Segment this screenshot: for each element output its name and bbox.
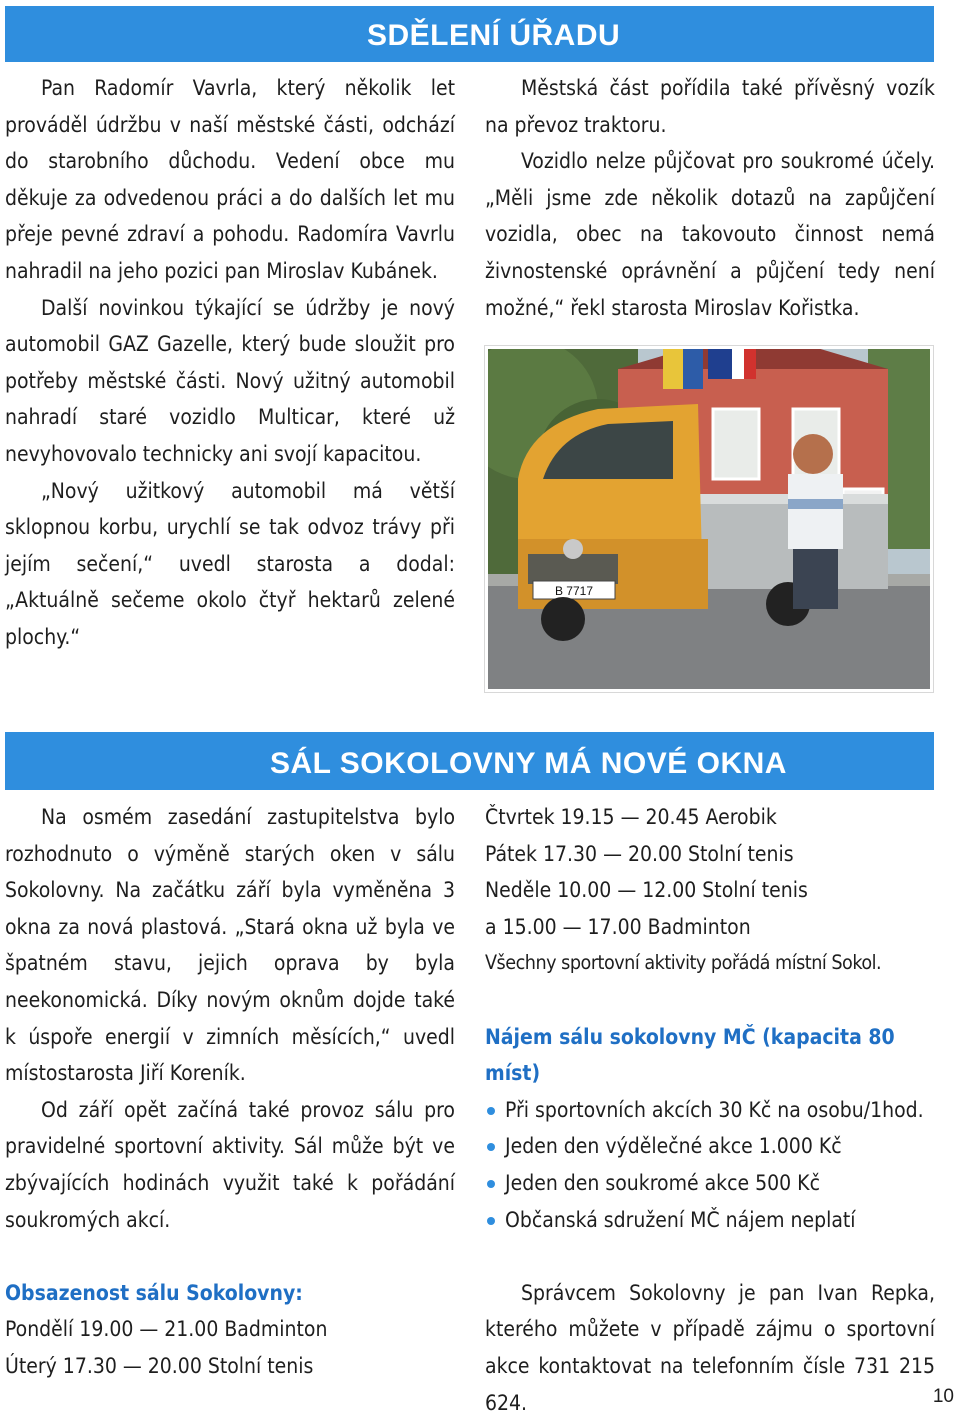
article-paragraph: „Nový užitkový automobil má větší sklopnou korbu, urychlí se tak odvoz trávy při jejím sečení,“ uvedl starosta a dodal: „Aktuálně sečeme okolo čtyř hektarů zelené plochy.“: [5, 478, 455, 649]
section-banner-sdeleni-uradu: [5, 6, 934, 62]
schedule-item: Úterý 17.30 — 20.00 Stolní tenis: [5, 1353, 314, 1378]
contact-paragraph: Správcem Sokolovny je pan Ivan Repka, kterého můžete v případě zájmu o sportovní akce kontaktovat na telefonním čísle 731 215 624.: [485, 1280, 935, 1415]
section-banner-sal-sokolovny: [5, 732, 934, 790]
sokolovna-right-column: [485, 799, 935, 1421]
occupancy-heading: Obsazenost sálu Sokolovny:: [5, 1280, 303, 1305]
article-paragraph: Na osmém zasedání zastupitelstva bylo rozhodnuto o výměně starých oken v sálu Sokolovny. Na začátku září byla vyměněna 3 okna za nová plastová. „Stará okna už byla ve špatném stavu, jejich oprava by byla neekonomická. Díky novým oknům dojde také k úspoře energií v zimních měsících,“ uvedl místostarosta Jiří Koreník.: [5, 805, 455, 1086]
rental-item: Jeden den výdělečné akce 1.000 Kč: [485, 1128, 935, 1165]
truck-photo-illustration: [488, 349, 930, 689]
truck-photo: [485, 346, 933, 692]
schedule-item: Neděle 10.00 — 12.00 Stolní tenis: [485, 878, 808, 903]
rental-list: [485, 1092, 935, 1238]
page-number: 10: [932, 1386, 954, 1407]
rental-item: Jeden den soukromé akce 500 Kč: [485, 1165, 935, 1202]
sokolovna-left-column: [5, 799, 455, 1385]
article-paragraph: Další novinkou týkající se údržby je nový automobil GAZ Gazelle, který bude sloužit pro potřeby městské části. Nový užitný automobil nahradí staré vozidlo Multicar, které už nevyhovovalo technicky ani svojí kapacitou.: [5, 295, 455, 466]
section-title: SÁL SOKOLOVNY MÁ NOVÉ OKNA: [270, 747, 787, 780]
rental-heading: Nájem sálu sokolovny MČ (kapacita 80 míst): [485, 1024, 895, 1086]
article-right-column: [485, 70, 935, 326]
article-paragraph: Pan Radomír Vavrla, který několik let prováděl údržbu v naší městské části, odchází do starobního důchodu. Vedení obce mu děkuje za odvedenou práci a do dalších let mu přeje pevné zdraví a pohodu. Radomíra Vavrlu nahradil na jeho pozici pan Miroslav Kubánek.: [5, 76, 455, 283]
section-title: SDĚLENÍ ÚŘADU: [367, 19, 621, 52]
schedule-item: Pondělí 19.00 — 21.00 Badminton: [5, 1317, 328, 1342]
schedule-note: Všechny sportovní aktivity pořádá místní Sokol.: [485, 951, 882, 975]
rental-item: Při sportovních akcích 30 Kč na osobu/1hod.: [485, 1092, 935, 1129]
rental-item: Občanská sdružení MČ nájem neplatí: [485, 1202, 935, 1239]
schedule-item: Čtvrtek 19.15 — 20.45 Aerobik: [485, 805, 777, 829]
schedule-item: Pátek 17.30 — 20.00 Stolní tenis: [485, 841, 794, 866]
license-plate-text: B 7717: [554, 584, 594, 598]
article-left-column: [5, 70, 455, 656]
article-paragraph: Od září opět začíná také provoz sálu pro pravidelné sportovní aktivity. Sál může být ve zbývajících hodinách využit také k pořádání soukromých akcí.: [5, 1097, 455, 1232]
schedule-item: a 15.00 — 17.00 Badminton: [485, 914, 751, 939]
article-paragraph: Městská část pořídila také přívěsný vozík na převoz traktoru.: [485, 76, 935, 137]
article-paragraph: Vozidlo nelze půjčovat pro soukromé účely. „Měli jsme zde několik dotazů na zapůjčení vozidla, obec na takovouto činnost nemá živnostenské oprávnění a půjčení tedy není možné,“ řekl starosta Miroslav Kořistka.: [485, 149, 935, 320]
